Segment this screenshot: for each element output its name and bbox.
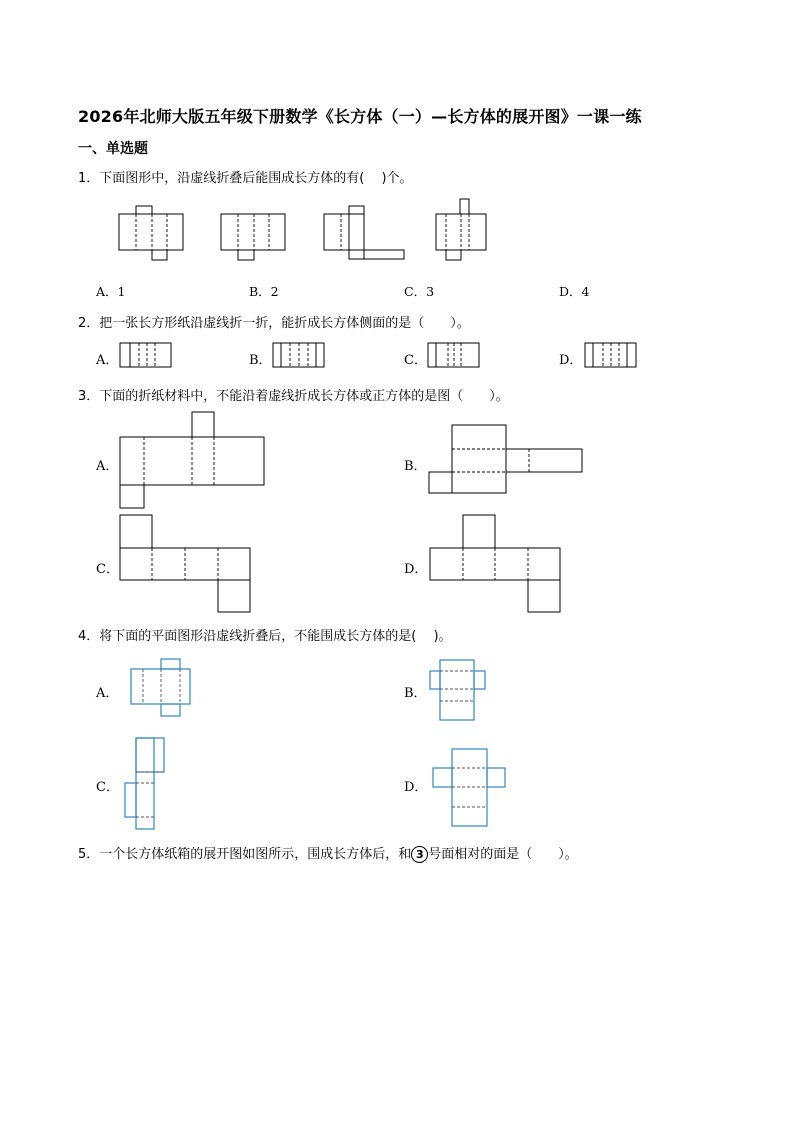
q3-option-d[interactable]: D． bbox=[404, 562, 428, 577]
question-number: 2． bbox=[78, 316, 100, 331]
circled-number-3: 3 bbox=[411, 846, 428, 863]
q1-option-a[interactable]: A．1 bbox=[96, 284, 126, 299]
q3-option-b[interactable]: B． bbox=[404, 459, 427, 474]
q4-net-b bbox=[430, 660, 485, 720]
q3-option-c[interactable]: C． bbox=[96, 562, 119, 577]
question-number: 3． bbox=[78, 389, 100, 404]
question-text-before: 一个长方体纸箱的展开图如图所示，围成长方体后，和 bbox=[99, 847, 412, 862]
question-number: 4． bbox=[78, 629, 100, 644]
q1-option-c[interactable]: C．3 bbox=[404, 284, 435, 299]
q1-option-d[interactable]: D．4 bbox=[559, 284, 590, 299]
q4-net-d bbox=[433, 749, 505, 826]
question-text-after: 号面相对的面是（ ）。 bbox=[428, 847, 578, 862]
question-number: 5． bbox=[78, 847, 100, 862]
document-title: 2026年北师大版五年级下册数学《长方体（一）—长方体的展开图》一课一练 bbox=[78, 107, 642, 126]
q4-option-b[interactable]: B． bbox=[404, 686, 427, 701]
q4-option-a[interactable]: A． bbox=[96, 686, 119, 701]
question-text: 下面图形中，沿虚线折叠后能围成长方体的有( )个。 bbox=[99, 171, 413, 186]
q2-option-d[interactable]: D． bbox=[559, 353, 583, 368]
question-text: 将下面的平面图形沿虚线折叠后，不能围成长方体的是( )。 bbox=[99, 629, 452, 644]
q3-option-a[interactable]: A． bbox=[96, 459, 119, 474]
q2-option-c[interactable]: C． bbox=[404, 353, 427, 368]
question-text: 把一张长方形纸沿虚线折一折，能折成长方体侧面的是（ ）。 bbox=[99, 316, 470, 331]
question-text: 下面的折纸材料中，不能沿着虚线折成长方体或正方体的是图（ ）。 bbox=[99, 389, 509, 404]
q1-option-b[interactable]: B．2 bbox=[249, 284, 279, 299]
q4-option-d[interactable]: D． bbox=[404, 780, 428, 795]
section-heading: 一、单选题 bbox=[78, 141, 148, 157]
q4-net-c bbox=[125, 738, 164, 829]
q4-net-a bbox=[131, 659, 190, 716]
question-number: 1． bbox=[78, 171, 100, 186]
q2-option-b[interactable]: B． bbox=[249, 353, 272, 368]
q4-option-c[interactable]: C． bbox=[96, 780, 119, 795]
question-5 bbox=[78, 843, 578, 863]
q2-option-a[interactable]: A． bbox=[96, 353, 119, 368]
